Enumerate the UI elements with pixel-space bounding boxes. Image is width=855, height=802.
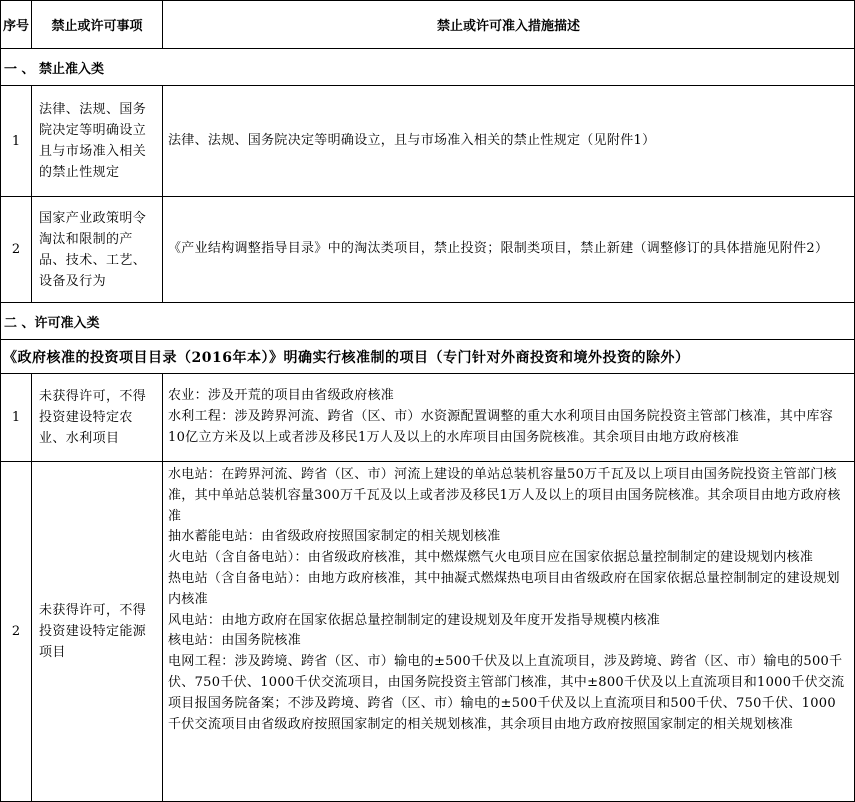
row-number: 2 [1, 462, 32, 802]
desc-line-cogeneration: 热电站（含自备电站）：由地方政府核准，其中抽凝式燃煤热电项目由省级政府在国家依据总量控制制定的建设规划内核准 [168, 570, 840, 607]
table-row [1, 86, 855, 197]
row-description [163, 374, 855, 462]
subsection-title: 《政府核准的投资项目目录（2016年本）》明确实行核准制的项目（专门针对外商投资和境外投资的除外） [1, 340, 855, 374]
row-description [163, 462, 855, 802]
row-item: 未获得许可，不得投资建设特定农业、水利项目 [32, 374, 163, 462]
row-description: 法律、法规、国务院决定等明确设立，且与市场准入相关的禁止性规定（见附件1） [163, 86, 855, 197]
desc-line-agriculture: 农业：涉及开荒的项目由省级政府核准 [168, 388, 395, 404]
header-no: 序号 [1, 1, 32, 49]
row-number: 1 [1, 374, 32, 462]
table-row [1, 462, 855, 802]
header-row [1, 1, 855, 49]
section-title-prohibited: 一 、 禁止准入类 [1, 49, 855, 86]
desc-line-water-conservancy: 水利工程：涉及跨界河流、跨省（区、市）水资源配置调整的重大水利项目由国务院投资主管部门核准，其中库容10亿立方米及以上或者涉及移民1万人及以上的水库项目由国务院核准。其余项目由地方政府核准 [168, 409, 834, 445]
row-item: 法律、法规、国务院决定等明确设立且与市场准入相关的禁止性规定 [32, 86, 163, 197]
section-row-prohibited [1, 49, 855, 86]
row-number: 2 [1, 197, 32, 303]
table-row [1, 197, 855, 303]
row-item: 国家产业政策明令淘汰和限制的产品、技术、工艺、设备及行为 [32, 197, 163, 303]
section-row-permitted [1, 303, 855, 340]
desc-line-power-grid: 电网工程：涉及跨境、跨省（区、市）输电的±500千伏及以上直流项目，涉及跨境、跨省（区、市）输电的500千伏、750千伏、1000千伏交流项目，由国务院投资主管部门核准，其中±800千伏及以上直流项目和1000千伏交流项目报国务院备案；不涉及跨境、跨省（区、市）输电的±500千伏及以上直流项目和500千伏、750千伏、1000千伏交流项目由省级政府按照国家制定的相关规划核准，其余项目由地方政府按照国家制定的相关规划核准 [168, 654, 845, 732]
section-title-permitted: 二 、许可准入类 [1, 303, 855, 340]
header-desc: 禁止或许可准入措施描述 [163, 1, 855, 49]
row-item: 未获得许可，不得投资建设特定能源项目 [32, 462, 163, 802]
desc-line-hydropower: 水电站：在跨界河流、跨省（区、市）河流上建设的单站总装机容量50万千瓦及以上项目由国务院投资主管部门核准，其中单站总装机容量300万千瓦及以上或者涉及移民1万人及以上的项目由国务院核准。其余项目由地方政府核准 [168, 467, 841, 524]
desc-line-pumped-storage: 抽水蓄能电站：由省级政府按照国家制定的相关规划核准 [168, 529, 501, 545]
subsection-row [1, 340, 855, 374]
row-description: 《产业结构调整指导目录》中的淘汰类项目，禁止投资；限制类项目，禁止新建（调整修订的具体措施见附件2） [163, 197, 855, 303]
desc-line-wind-power: 风电站：由地方政府在国家依据总量控制制定的建设规划及年度开发指导规模内核准 [168, 612, 661, 628]
header-item: 禁止或许可事项 [32, 1, 163, 49]
desc-line-thermal-power: 火电站（含自备电站）：由省级政府核准，其中燃煤燃气火电项目应在国家依据总量控制制定的建设规划内核准 [168, 550, 814, 566]
row-number: 1 [1, 86, 32, 197]
table-row [1, 374, 855, 462]
desc-line-nuclear-power: 核电站：由国务院核准 [168, 633, 302, 649]
